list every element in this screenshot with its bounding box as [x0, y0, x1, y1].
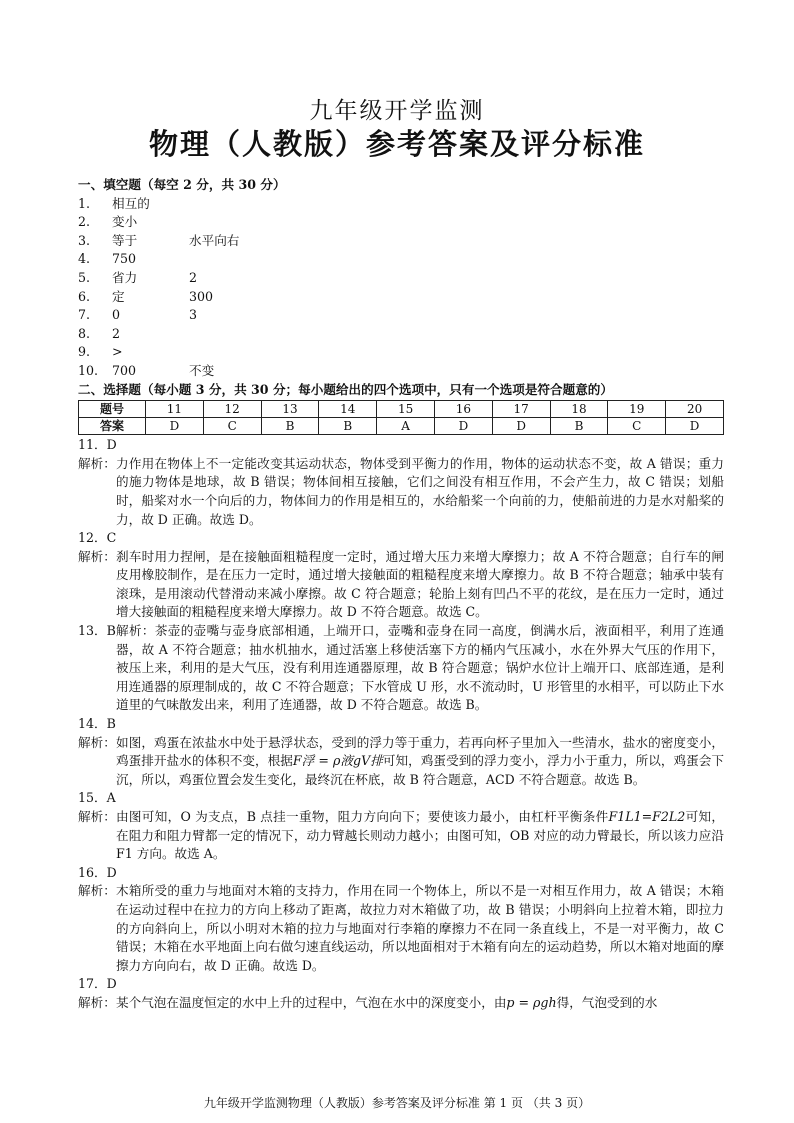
formula-buoyancy: F浮 = ρ液gV排: [292, 753, 383, 769]
explain-text: 木箱所受的重力与地面对木箱的支持力，作用在同一个物体上，所以不是一对相互作用力，故 A 错误；木箱在运动过程中在拉力的方向上移动了距离，故拉力对木箱做了功，故 B 错误；小明斜向上拉着木箱，即拉力的方向斜向上，所以小明对木箱的拉力与地面对行李箱的摩擦力不在同一条直线上，不是一对平衡力，故 C 错误；木箱在水平地面上向右做匀速直线运动，所以地面相对于木箱有向左的运动趋势，所以木箱对地面的摩擦力方向向右，故 D 正确。故选 D。: [116, 883, 724, 973]
explain-text: 得，气泡受到的水: [556, 994, 658, 1010]
fill-blank-item: [78, 362, 724, 381]
page-footer: 九年级开学监测物理（人教版）参考答案及评分标准 第 1 页 （共 3 页）: [203, 1096, 591, 1110]
page-title: 九年级开学监测: [309, 98, 485, 124]
question-12: [78, 529, 724, 622]
formula-lever: F1L1=F2L2: [608, 809, 686, 824]
answer-table-number-row: [79, 401, 724, 418]
fill-blank-item: [78, 306, 724, 325]
item-answer-2: 300: [189, 288, 214, 304]
item-answer-2: [189, 325, 309, 344]
question-head: 11．D: [78, 437, 117, 453]
item-number: 9.: [78, 344, 91, 360]
fill-blank-item: [78, 288, 724, 307]
item-answer-2: [189, 343, 309, 362]
explain-label: 解析：: [78, 994, 116, 1010]
item-answer-2: [189, 195, 309, 214]
explain-text: 由图可知，O 为支点，B 点挂一重物，阻力方向向下；要使该力最小，由杠杆平衡条件: [116, 809, 609, 824]
item-answer-1: 700: [112, 362, 137, 378]
question-head: 12．C: [78, 530, 117, 546]
answer-cell: D: [146, 418, 204, 435]
fill-blank-item: [78, 343, 724, 362]
answer-table: [78, 400, 724, 435]
item-number: 4.: [78, 251, 91, 267]
item-number: 3.: [78, 232, 91, 248]
fill-blank-item: [78, 213, 724, 232]
section-heading-choice: 二、选择题（每小题 3 分，共 30 分；每小题给出的四个选项中，只有一个选项是符合题意的）: [78, 381, 613, 397]
answer-cell: C: [608, 418, 666, 435]
answer-cell: D: [492, 418, 550, 435]
fill-blank-item: [78, 232, 724, 251]
item-answer-2: 3: [189, 307, 198, 323]
question-head: 14．B: [78, 716, 116, 732]
item-answer-2: 水平向右: [189, 232, 240, 248]
answer-cell: C: [203, 418, 261, 435]
answer-cell: D: [666, 418, 724, 435]
table-header-number: 题号: [79, 401, 146, 418]
question-number-cell: 14: [319, 401, 377, 418]
question-11: [78, 436, 724, 529]
fill-blank-item: [78, 195, 724, 214]
answer-cell: B: [550, 418, 608, 435]
question-head: 16．D: [78, 864, 117, 880]
item-number: 7.: [78, 307, 91, 323]
question-head: 13．B: [78, 623, 116, 639]
answer-cell: B: [261, 418, 319, 435]
item-number: 1.: [78, 195, 91, 211]
item-number: 6.: [78, 288, 91, 304]
answer-cell: D: [434, 418, 492, 435]
explain-text: 力作用在物体上不一定能改变其运动状态，物体受到平衡力的作用，物体的运动状态不变，故 A 错误；重力的施力物体是地球，故 B 错误；物体间相互接触，它们之间没有相互作用，不会产生力，故 C 错误；划船时，船桨对水一个向后的力，物体间力的作用是相互的，水给船桨一个向前的力，使船前进的力是水对船桨的力，故 D 正确。故选 D。: [116, 455, 724, 527]
table-header-answer: 答案: [79, 418, 146, 435]
item-number: 8.: [78, 325, 91, 341]
question-number-cell: 13: [261, 401, 319, 418]
question-17: [78, 975, 724, 1012]
question-15: [78, 789, 724, 863]
question-head: 17．D: [78, 976, 117, 992]
question-number-cell: 20: [666, 401, 724, 418]
explain-label: 解析：: [78, 548, 116, 564]
explain-text: 解析：茶壶的壶嘴与壶身底部相通，上端开口，壶嘴和壶身在同一高度，倒满水后，液面相平，利用了连通器，故 A 不符合题意；抽水机抽水，通过活塞上移使活塞下方的桶内气压减小，水在外界大气压的作用下，被压上来，利用的是大气压，没有利用连通器原理，故 B 符合题意；锅炉水位计上端开口、底部连通，是利用连通器的原理制成的，故 C 不符合题意；下水管成 U 形，水不流动时，U 形管里的水相平，可以防止下水道里的气味散发出来，利用了连通器，故 D 不符合题意。故选 B。: [116, 623, 724, 713]
explain-label: 解析：: [78, 734, 116, 750]
fill-blank-list: [78, 195, 724, 381]
item-answer-1: 变小: [112, 214, 138, 230]
question-number-cell: 18: [550, 401, 608, 418]
item-number: 2.: [78, 214, 91, 230]
explain-text: 可知，鸡蛋受到的浮力变小，浮力小于重力，所以，鸡蛋会下沉，所以，鸡蛋位置会发生变化，最终沉在杯底，故 B 符合题意，ACD 不符合题意。故选 B。: [116, 753, 725, 787]
question-number-cell: 19: [608, 401, 666, 418]
item-answer-2: 不变: [189, 362, 215, 378]
item-answer-1: 0: [112, 307, 121, 323]
item-answer-1: 等于: [112, 232, 138, 248]
item-answer-1: 2: [112, 325, 121, 341]
answer-cell: B: [319, 418, 377, 435]
explain-text: 可知，在阻力和阻力臂都一定的情况下，动力臂越长则动力越小；由图可知，OB 对应的动力臂最长，所以该力应沿 F1 方向。故选 A。: [116, 809, 725, 862]
question-number-cell: 17: [492, 401, 550, 418]
item-answer-2: 2: [189, 269, 198, 285]
explain-text: 刹车时用力捏闸，是在接触面粗糙程度一定时，通过增大压力来增大摩擦力；故 A 不符合题意；自行车的闸皮用橡胶制作，是在压力一定时，通过增大接触面的粗糙程度来增大摩擦力。故 B 不符合题意；轴承中装有滚珠，是用滚动代替滑动来减小摩擦。故 C 符合题意；轮胎上刻有凹凸不平的花纹，是在压力一定时，通过增大接触面的粗糙程度来增大摩擦力。故 D 不符合题意。故选 C。: [116, 548, 724, 620]
explain-text: 如图，鸡蛋在浓盐水中处于悬浮状态，受到的浮力等于重力，若再向杯子里加入一些清水，盐水的密度变小，鸡蛋排开盐水的体积不变，根据: [116, 734, 724, 769]
question-number-cell: 15: [377, 401, 435, 418]
page-subtitle: 物理（人教版）参考答案及评分标准: [148, 127, 645, 161]
explain-text: 某个气泡在温度恒定的水中上升的过程中，气泡在水中的深度变小，由: [116, 994, 507, 1010]
question-number-cell: 11: [146, 401, 204, 418]
formula-pressure: p = ρgh: [506, 994, 557, 1010]
item-answer-2: [189, 250, 309, 269]
item-answer-1: 相互的: [112, 195, 150, 211]
explain-label: 解析：: [78, 883, 116, 899]
explain-label: 解析：: [78, 809, 116, 824]
item-number: 5.: [78, 269, 91, 285]
fill-blank-item: [78, 250, 724, 269]
question-number-cell: 16: [434, 401, 492, 418]
question-13: [78, 622, 724, 715]
item-answer-1: 定: [112, 288, 125, 304]
question-number-cell: 12: [203, 401, 261, 418]
item-answer-1: 750: [112, 251, 137, 267]
section-heading-fill-blank: 一、填空题（每空 2 分，共 30 分）: [78, 177, 286, 192]
question-16: [78, 864, 724, 976]
answer-table-answer-row: [79, 418, 724, 435]
item-answer-1: 省力: [112, 269, 138, 285]
fill-blank-item: [78, 325, 724, 344]
answer-body: [78, 176, 724, 1013]
fill-blank-item: [78, 269, 724, 288]
item-answer-1: >: [112, 344, 123, 360]
question-14: [78, 715, 724, 789]
explain-label: 解析：: [78, 455, 116, 471]
answer-cell: A: [377, 418, 435, 435]
item-answer-2: [189, 213, 309, 232]
question-head: 15．A: [78, 790, 116, 806]
item-number: 10.: [78, 362, 99, 378]
